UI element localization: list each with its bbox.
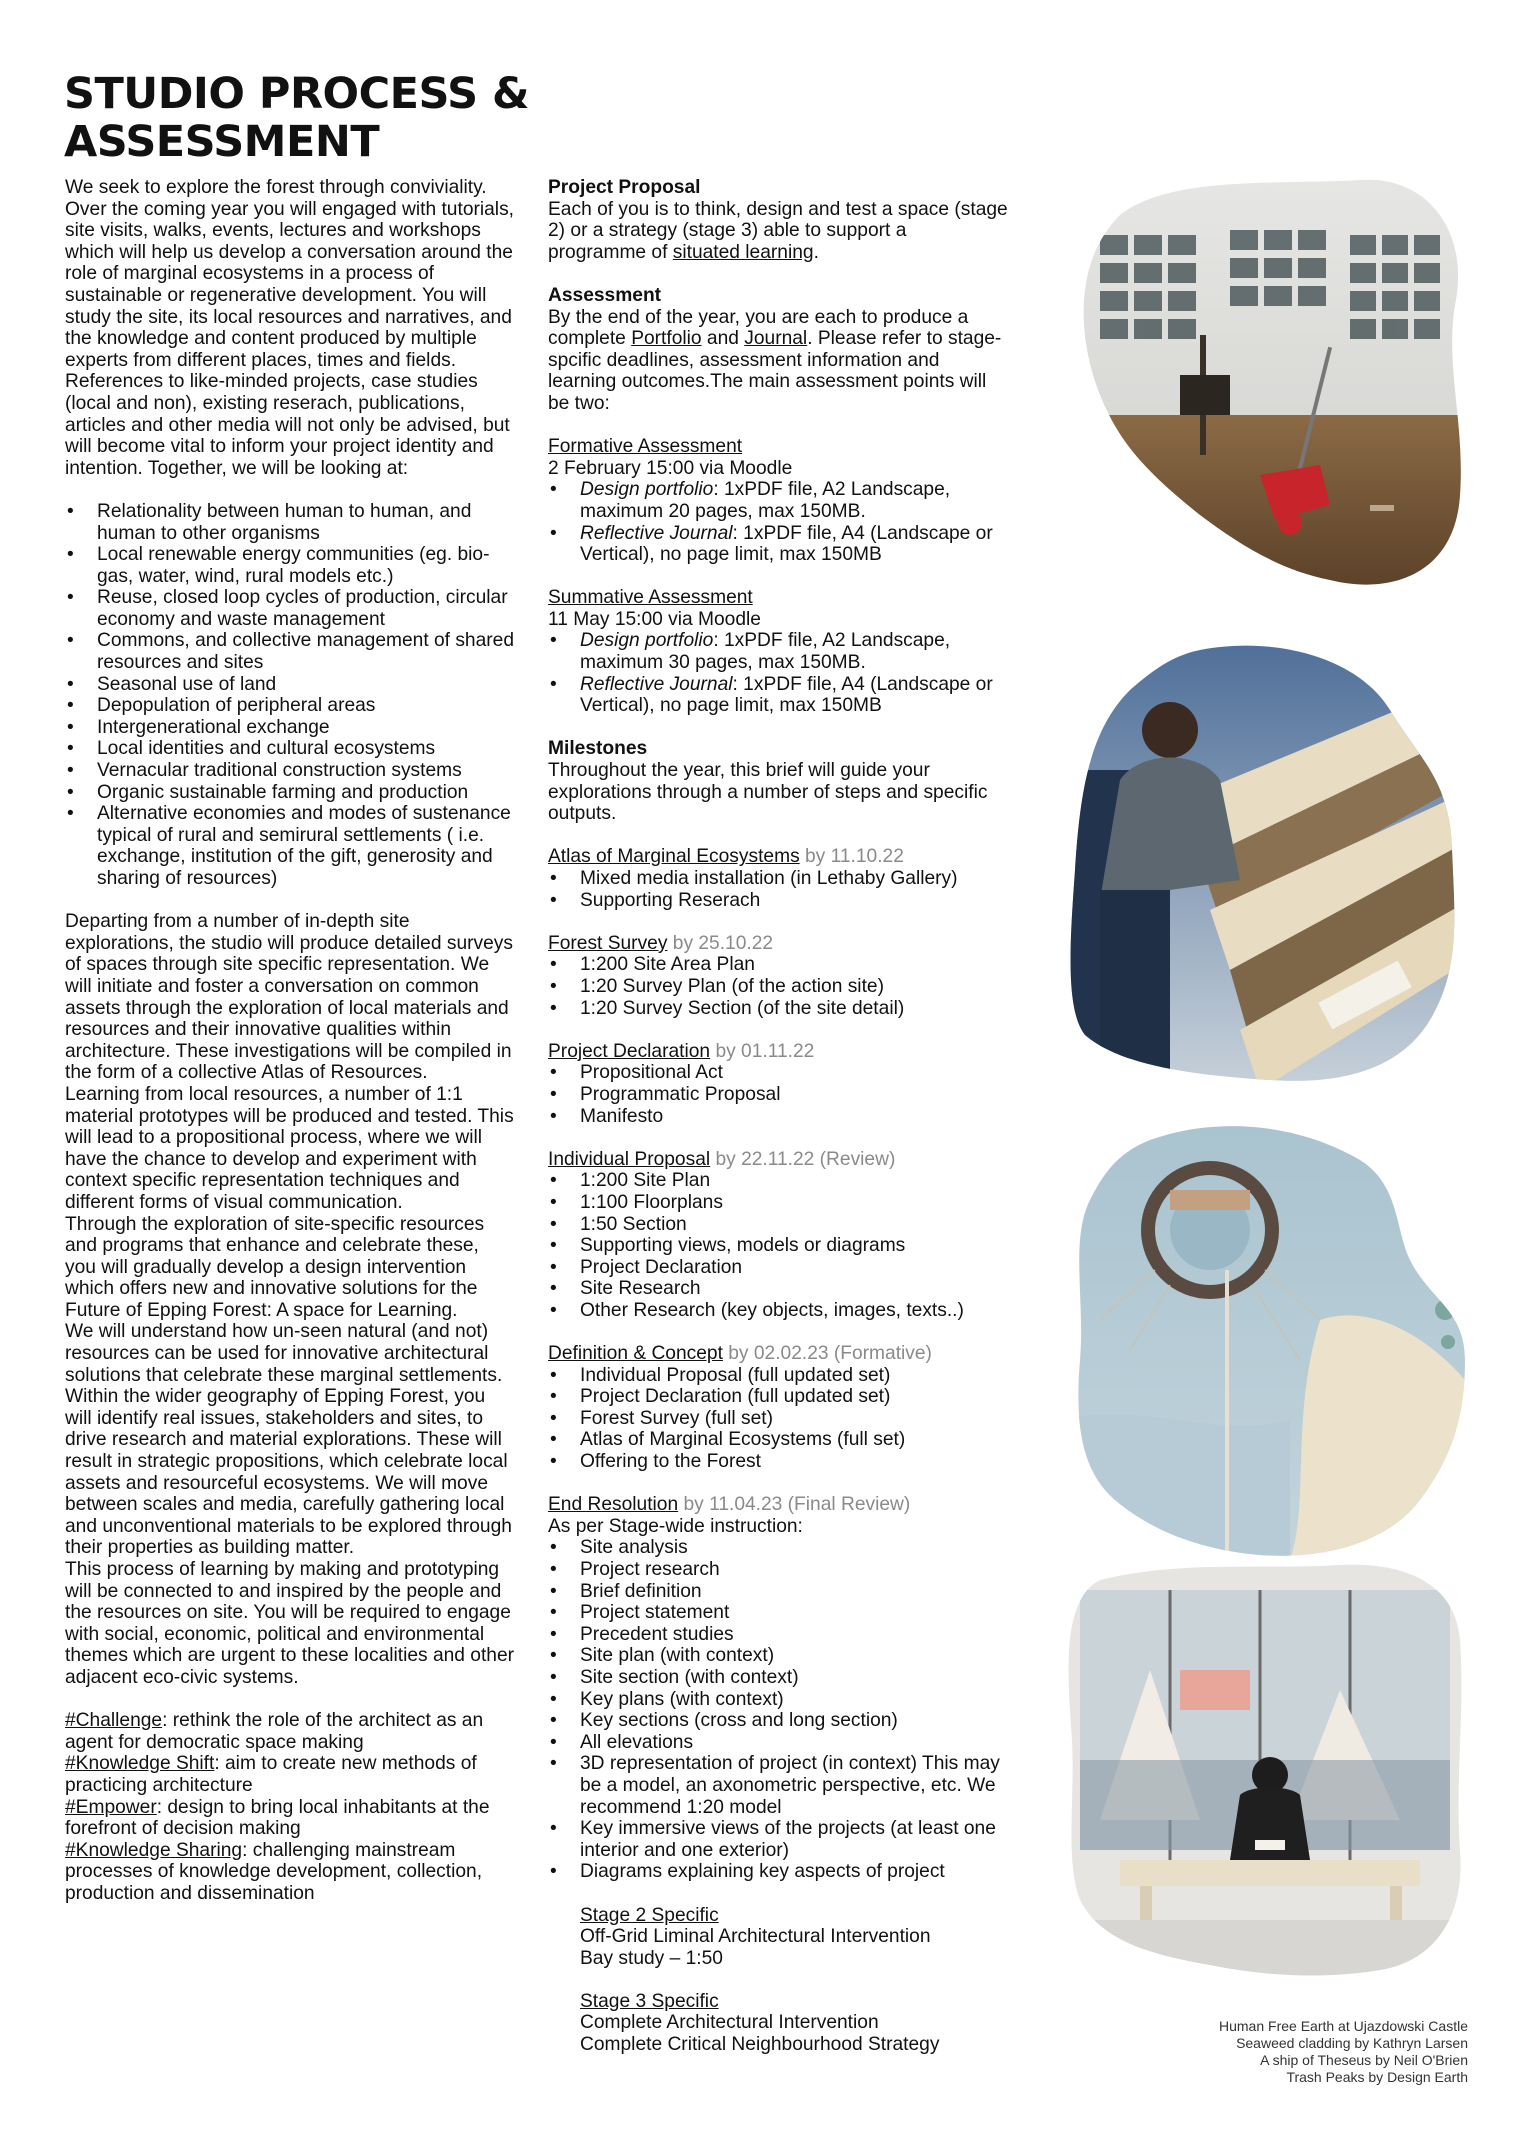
assessment-text: By the end of the year, you are each to produce a complete Portfolio and Journal. Please refer to stage-spcific deadlines, assessment information and learning outcomes.The main assessment points will be two: [548, 306, 1002, 414]
stage-list [548, 868, 1008, 911]
stage-heading: End Resolution by 11.04.23 (Final Review) [548, 1494, 911, 1516]
end-resolution-list [548, 1537, 1008, 1883]
assessment-heading: Assessment [548, 284, 662, 306]
credit-line: Trash Peaks by Design Earth [1286, 2069, 1468, 2085]
list-item: • Site plan (with context) [548, 1645, 1008, 1667]
body-paragraph: Within the wider geography of Epping Forest, you will identify real issues, stakeholders and sites, to drive research and material explorations. These will result in strategic propositions, which celebrate local assets and resourceful ecosystems. We will move between scales and media, carefully gathering local and unconventional materials to be explored through their properties as building matter. [65, 1386, 512, 1559]
list-item: • All elevations [548, 1732, 1008, 1754]
list-item: • Key sections (cross and long section) [548, 1710, 1008, 1732]
formative-list [548, 479, 1008, 565]
list-item: • Offering to the Forest [548, 1451, 1008, 1473]
list-item: • Propositional Act [548, 1062, 1008, 1084]
stage-list [548, 1170, 1008, 1321]
list-item: • Site Research [548, 1278, 1008, 1300]
list-item: • Brief definition [548, 1581, 1008, 1603]
hashtag-knowledge-shift: #Knowledge Shift: aim to create new methods of practicing architecture [65, 1753, 477, 1796]
list-item: • Precedent studies [548, 1624, 1008, 1646]
credit-line: Seaweed cladding by Kathryn Larsen [1236, 2035, 1468, 2051]
left-column [65, 177, 515, 1905]
body-paragraph: Through the exploration of site-specific resources and programs that enhance and celebrate these, you will gradually develop a design intervention which offers new and innovative solutions for the Future of Epping Forest: A space for Learning. [65, 1213, 485, 1321]
list-item: • Design portfolio: 1xPDF file, A2 Landscape, maximum 20 pages, max 150MB. [548, 479, 1008, 522]
hashtag-link[interactable]: #Knowledge Shift [65, 1753, 215, 1775]
list-item: • Reflective Journal: 1xPDF file, A4 (Landscape or Vertical), no page limit, max 150MB [548, 674, 1008, 717]
list-item: • Site analysis [548, 1537, 1008, 1559]
hashtag-link[interactable]: #Knowledge Sharing [65, 1839, 243, 1861]
topic-item: • Intergenerational exchange [65, 717, 515, 739]
list-item: • Programmatic Proposal [548, 1084, 1008, 1106]
list-item: • 1:200 Site Plan [548, 1170, 1008, 1192]
body-paragraph: Learning from local resources, a number of 1:1 material prototypes will be produced and tested. This will lead to a propositional process, where we will have the chance to develop and experiment with context specific representation techniques and different forms of visual communication. [65, 1083, 514, 1213]
list-item: • Reflective Journal: 1xPDF file, A4 (Landscape or Vertical), no page limit, max 150MB [548, 523, 1008, 566]
list-item: • Project research [548, 1559, 1008, 1581]
stage-2-specific: Stage 2 Specific Off-Grid Liminal Architectural Intervention Bay study – 1:50 Stage 3 Specific Complete Architectural Intervention Complete Critical Neighbourhood Strategy [580, 1904, 940, 2056]
list-item: • 1:20 Survey Plan (of the action site) [548, 976, 1008, 998]
list-item: • 1:50 Section [548, 1214, 1008, 1236]
stage-heading: Forest Survey by 25.10.22 [548, 932, 774, 954]
topic-item: • Vernacular traditional construction systems [65, 760, 515, 782]
hashtag-link[interactable]: #Challenge [65, 1710, 163, 1732]
list-item: • 1:100 Floorplans [548, 1192, 1008, 1214]
topic-item: • Commons, and collective management of shared resources and sites [65, 630, 515, 673]
stage-heading: Atlas of Marginal Ecosystems by 11.10.22 [548, 846, 904, 868]
hashtag-challenge: #Challenge: rethink the role of the architect as an agent for democratic space making [65, 1710, 484, 1753]
list-item: • Project statement [548, 1602, 1008, 1624]
gallery-installation-photo [1060, 175, 1470, 595]
list-item: • Design portfolio: 1xPDF file, A2 Landscape, maximum 30 pages, max 150MB. [548, 630, 1008, 673]
summative-assessment-heading: Summative Assessment [548, 587, 753, 609]
milestones-heading: Milestones [548, 738, 648, 760]
topic-item: • Local renewable energy communities (eg. bio-gas, water, wind, rural models etc.) [65, 544, 515, 587]
list-item: • 3D representation of project (in context) This may be a model, an axonometric perspective, etc. We recommend 1:20 model [548, 1753, 1008, 1818]
stage-list [548, 954, 1008, 1019]
list-item: • 1:20 Survey Section (of the site detail) [548, 998, 1008, 1020]
topic-item: • Depopulation of peripheral areas [65, 695, 515, 717]
topic-item: • Local identities and cultural ecosystems [65, 738, 515, 760]
list-item: • Other Research (key objects, images, texts..) [548, 1300, 1008, 1322]
topic-item: • Relationality between human to human, and human to other organisms [65, 501, 515, 544]
image-credits [1148, 2018, 1468, 2086]
seaweed-cladding-photo [1060, 640, 1470, 1090]
page-title [64, 70, 624, 166]
topics-list [65, 501, 515, 890]
credit-line: Human Free Earth at Ujazdowski Castle [1219, 2018, 1468, 2034]
body-paragraph: This process of learning by making and prototyping will be connected to and inspired by the people and the resources on site. You will be required to engage with social, economic, political and environmental themes which are urgent to these localities and other adjacent eco-civic systems. [65, 1559, 515, 1688]
trash-peaks-photo [1060, 1560, 1470, 1980]
hashtag-link[interactable]: #Empower [65, 1796, 157, 1818]
topic-item: • Reuse, closed loop cycles of production, circular economy and waste management [65, 587, 515, 630]
formative-date: 2 February 15:00 via Moodle [548, 457, 793, 479]
portfolio-link[interactable]: Portfolio [631, 328, 702, 350]
body-paragraph: Departing from a number of in-depth site explorations, the studio will produce detailed surveys of spaces through site specific representation. We will initiate and foster a conversation on common assets through the exploration of local materials and resources and their innovative qualities within architecture. These investigations will be compiled in the form of a collective Atlas of Resources. [65, 911, 513, 1084]
list-item: • 1:200 Site Area Plan [548, 954, 1008, 976]
hashtag-knowledge-sharing: #Knowledge Sharing: challenging mainstream processes of knowledge development, collection, production and dissemination [65, 1839, 483, 1904]
stage-heading: Definition & Concept by 02.02.23 (Formative) [548, 1343, 932, 1365]
end-resolution-intro: As per Stage-wide instruction: [548, 1515, 803, 1537]
list-item: • Supporting views, models or diagrams [548, 1235, 1008, 1257]
milestones-text: Throughout the year, this brief will guide your explorations through a number of steps and specific outputs. [548, 760, 988, 825]
list-item: • Diagrams explaining key aspects of project [548, 1861, 1008, 1883]
list-item: • Key plans (with context) [548, 1689, 1008, 1711]
intro-paragraph: We seek to explore the forest through conviviality. Over the coming year you will engaged with tutorials, site visits, walks, events, lectures and workshops which will help us develop a conversation around the role of marginal ecosystems in a process of sustainable or regenerative development. You will study the site, its local resources and narratives, and the knowledge and content produced by multiple experts from different places, times and fields. References to like-minded projects, case studies (local and non), existing reserach, publications, articles and other media will not only be advised, but will become vital to inform your project identity and intention. Together, we will be looking at: [65, 177, 514, 479]
body-paragraph: We will understand how un-seen natural (and not) resources can be used for innovative architectural solutions that celebrate these marginal settlements. [65, 1321, 503, 1386]
list-item: • Manifesto [548, 1106, 1008, 1128]
stage-heading: Project Declaration by 01.11.22 [548, 1040, 815, 1062]
list-item: • Supporting Reserach [548, 890, 1008, 912]
journal-link[interactable]: Journal [744, 328, 808, 350]
ship-of-theseus-drawing [1060, 1120, 1470, 1560]
project-proposal-text: Each of you is to think, design and test a space (stage 2) or a strategy (stage 3) able to support a programme of situated learning. [548, 198, 1008, 263]
topic-item: • Seasonal use of land [65, 674, 515, 696]
hashtag-empower: #Empower: design to bring local inhabitants at the forefront of decision making [65, 1796, 490, 1840]
summative-date: 11 May 15:00 via Moodle [548, 608, 761, 630]
list-item: • Individual Proposal (full updated set) [548, 1365, 1008, 1387]
stage-heading: Individual Proposal by 22.11.22 (Review) [548, 1148, 896, 1170]
middle-column [548, 177, 1008, 2056]
stage-list [548, 1062, 1008, 1127]
list-item: • Atlas of Marginal Ecosystems (full set) [548, 1429, 1008, 1451]
list-item: • Forest Survey (full set) [548, 1408, 1008, 1430]
list-item: • Key immersive views of the projects (at least one interior and one exterior) [548, 1818, 1008, 1861]
credit-line: A ship of Theseus by Neil O'Brien [1260, 2052, 1468, 2068]
title-line-2: ASSESSMENT [64, 117, 380, 167]
topic-item: • Organic sustainable farming and production [65, 782, 515, 804]
title-line-1: STUDIO PROCESS & [64, 69, 530, 119]
list-item: • Project Declaration (full updated set) [548, 1386, 1008, 1408]
topic-item: • Alternative economies and modes of sustenance typical of rural and semirural settlements ( i.e. exchange, institution of the gift, generosity and sharing of resources) [65, 803, 515, 889]
list-item: • Project Declaration [548, 1257, 1008, 1279]
project-proposal-heading: Project Proposal [548, 177, 701, 198]
list-item: • Site section (with context) [548, 1667, 1008, 1689]
summative-list [548, 630, 1008, 716]
stage-list [548, 1365, 1008, 1473]
situated-learning-link[interactable]: situated learning [672, 241, 814, 263]
formative-assessment-heading: Formative Assessment [548, 436, 743, 458]
list-item: • Mixed media installation (in Lethaby Gallery) [548, 868, 1008, 890]
